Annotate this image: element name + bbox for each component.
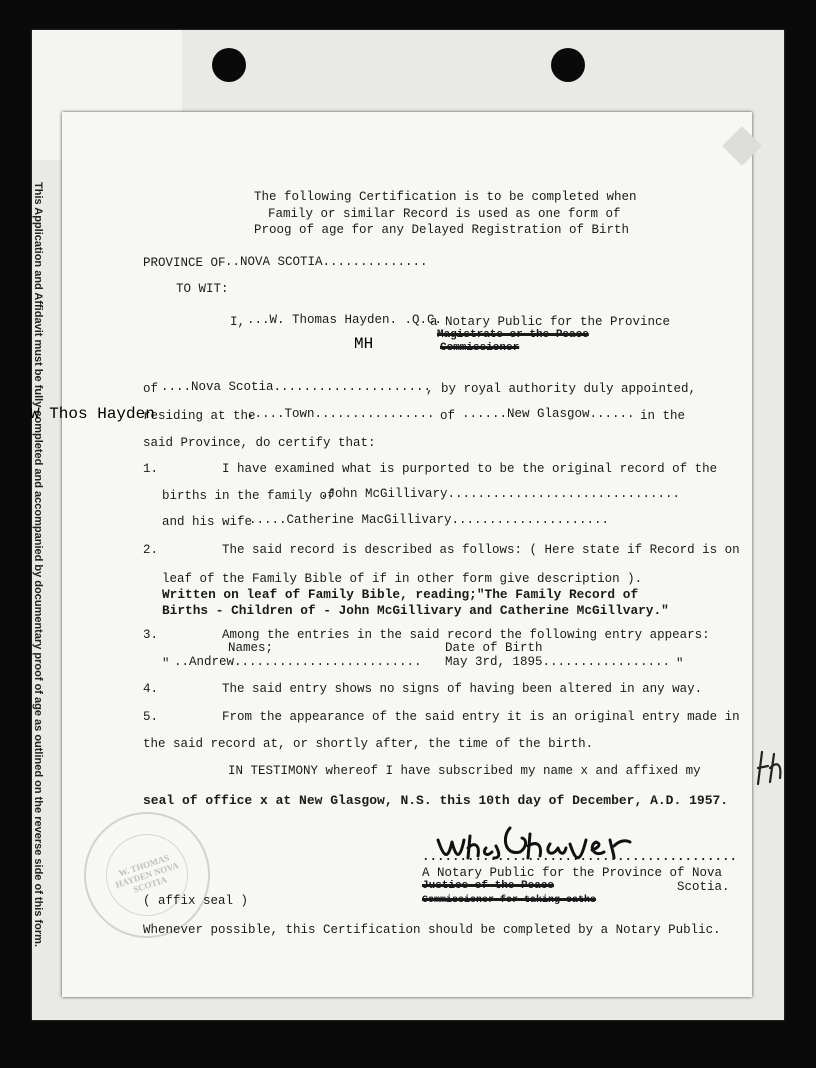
struck-commissioner-oaths: Commissioner for taking oaths [422,895,597,906]
notary-role-line-2: Scotia. [677,880,730,894]
header-line-1: The following Certification is to be completed when [254,190,637,204]
to-wit-label: TO WIT: [176,282,229,296]
entry-name: ..Andrew......................... [174,655,422,669]
item-4-text: The said entry shows no signs of having been altered in any way. [222,682,703,696]
entry-open-quote: " [162,657,170,671]
names-label: Names; [228,641,274,655]
affix-seal-caption: ( affix seal ) [143,894,249,908]
of-label: of [143,382,159,396]
testimony-line-1: IN TESTIMONY whereof I have subscribed my name x and affixed my [228,764,701,778]
residing-label: residing at the [143,409,256,423]
said-province-text: said Province, do certify that: [143,436,376,450]
item-5-text: From the appearance of the said entry it is an original entry made in [222,710,740,724]
punch-hole-left [212,48,246,82]
entry-close-quote: " [676,657,684,671]
residing-suffix: in the [640,409,686,423]
record-description-1: Written on leaf of Family Bible, reading;"The Family Record of [162,587,639,602]
item-1-number: 1. [143,462,159,476]
signature-dotted-line: .......................................... [422,850,738,864]
testimony-line-2: seal of office x at New Glasgow, N.S. this 10th day of December, A.D. 1957. [143,793,729,808]
declarant-role: a Notary Public for the Province [430,315,671,329]
family-name: .John McGillivary............................... [320,487,681,501]
appointed-text: , by royal authority duly appointed, [426,382,697,396]
seal-inner-ring [95,823,198,926]
date-of-birth-label: Date of Birth [445,641,543,655]
struck-justice: Justice of the Peace [422,880,555,892]
side-instruction-note: This Application and Affidavit must be fully completed and accompanied by documentary proof of age as outlined on the reverse side of this form. [32,182,44,948]
record-description-2: Births - Children of - John McGillivary and Catherine McGillvary." [162,603,669,618]
margin-mark-text: MH [354,335,374,353]
wife-name: .....Catherine MacGillivary..................... [249,513,610,527]
item-2-number: 2. [143,543,159,557]
item-5-number: 5. [143,710,159,724]
family-prefix: births in the family of [162,489,335,503]
punch-hole-right [551,48,585,82]
province-label: PROVINCE OF [143,256,226,270]
residing-town: .....Town................ [247,407,435,421]
item-3-text: Among the entries in the said record the following entry appears: [222,628,710,642]
item-1-text: I have examined what is purported to be the original record of the [222,462,718,476]
notary-role-line: A Notary Public for the Province of Nova [422,866,723,880]
declarant-name: ...W. Thomas Hayden. .Q.C. [247,313,443,327]
residing-place: ......New Glasgow...... [462,407,635,421]
item-5-text-2: the said record at, or shortly after, the time of the birth. [143,737,594,751]
of-value: ....Nova Scotia..................... [161,380,432,394]
residing-of-label: of [440,409,456,423]
item-2-text-2: leaf of the Family Bible of if in other form give description ). [162,572,643,586]
item-3-number: 3. [143,628,159,642]
declarant-prefix: I, [230,315,246,329]
header-line-2: Family or similar Record is used as one form of [268,207,621,221]
header-line-3: Proog of age for any Delayed Registration of Birth [254,223,630,237]
province-value: ..NOVA SCOTIA.............. [225,255,428,269]
footer-note: Whenever possible, this Certification should be completed by a Notary Public. [143,923,721,937]
struck-magistrate: Magistrate or the Peace [437,329,589,341]
entry-date: May 3rd, 1895................. [445,655,671,669]
signature-text: W Thos Hayden [30,405,155,423]
item-4-number: 4. [143,682,159,696]
struck-commissioner: Commissioner [440,342,520,354]
item-2-text: The said record is described as follows: ( Here state if Record is on [222,543,740,557]
wife-prefix: and his wife [162,515,253,529]
seal-label: W. THOMAS HAYDEN NOVA SCOTIA [114,852,180,895]
